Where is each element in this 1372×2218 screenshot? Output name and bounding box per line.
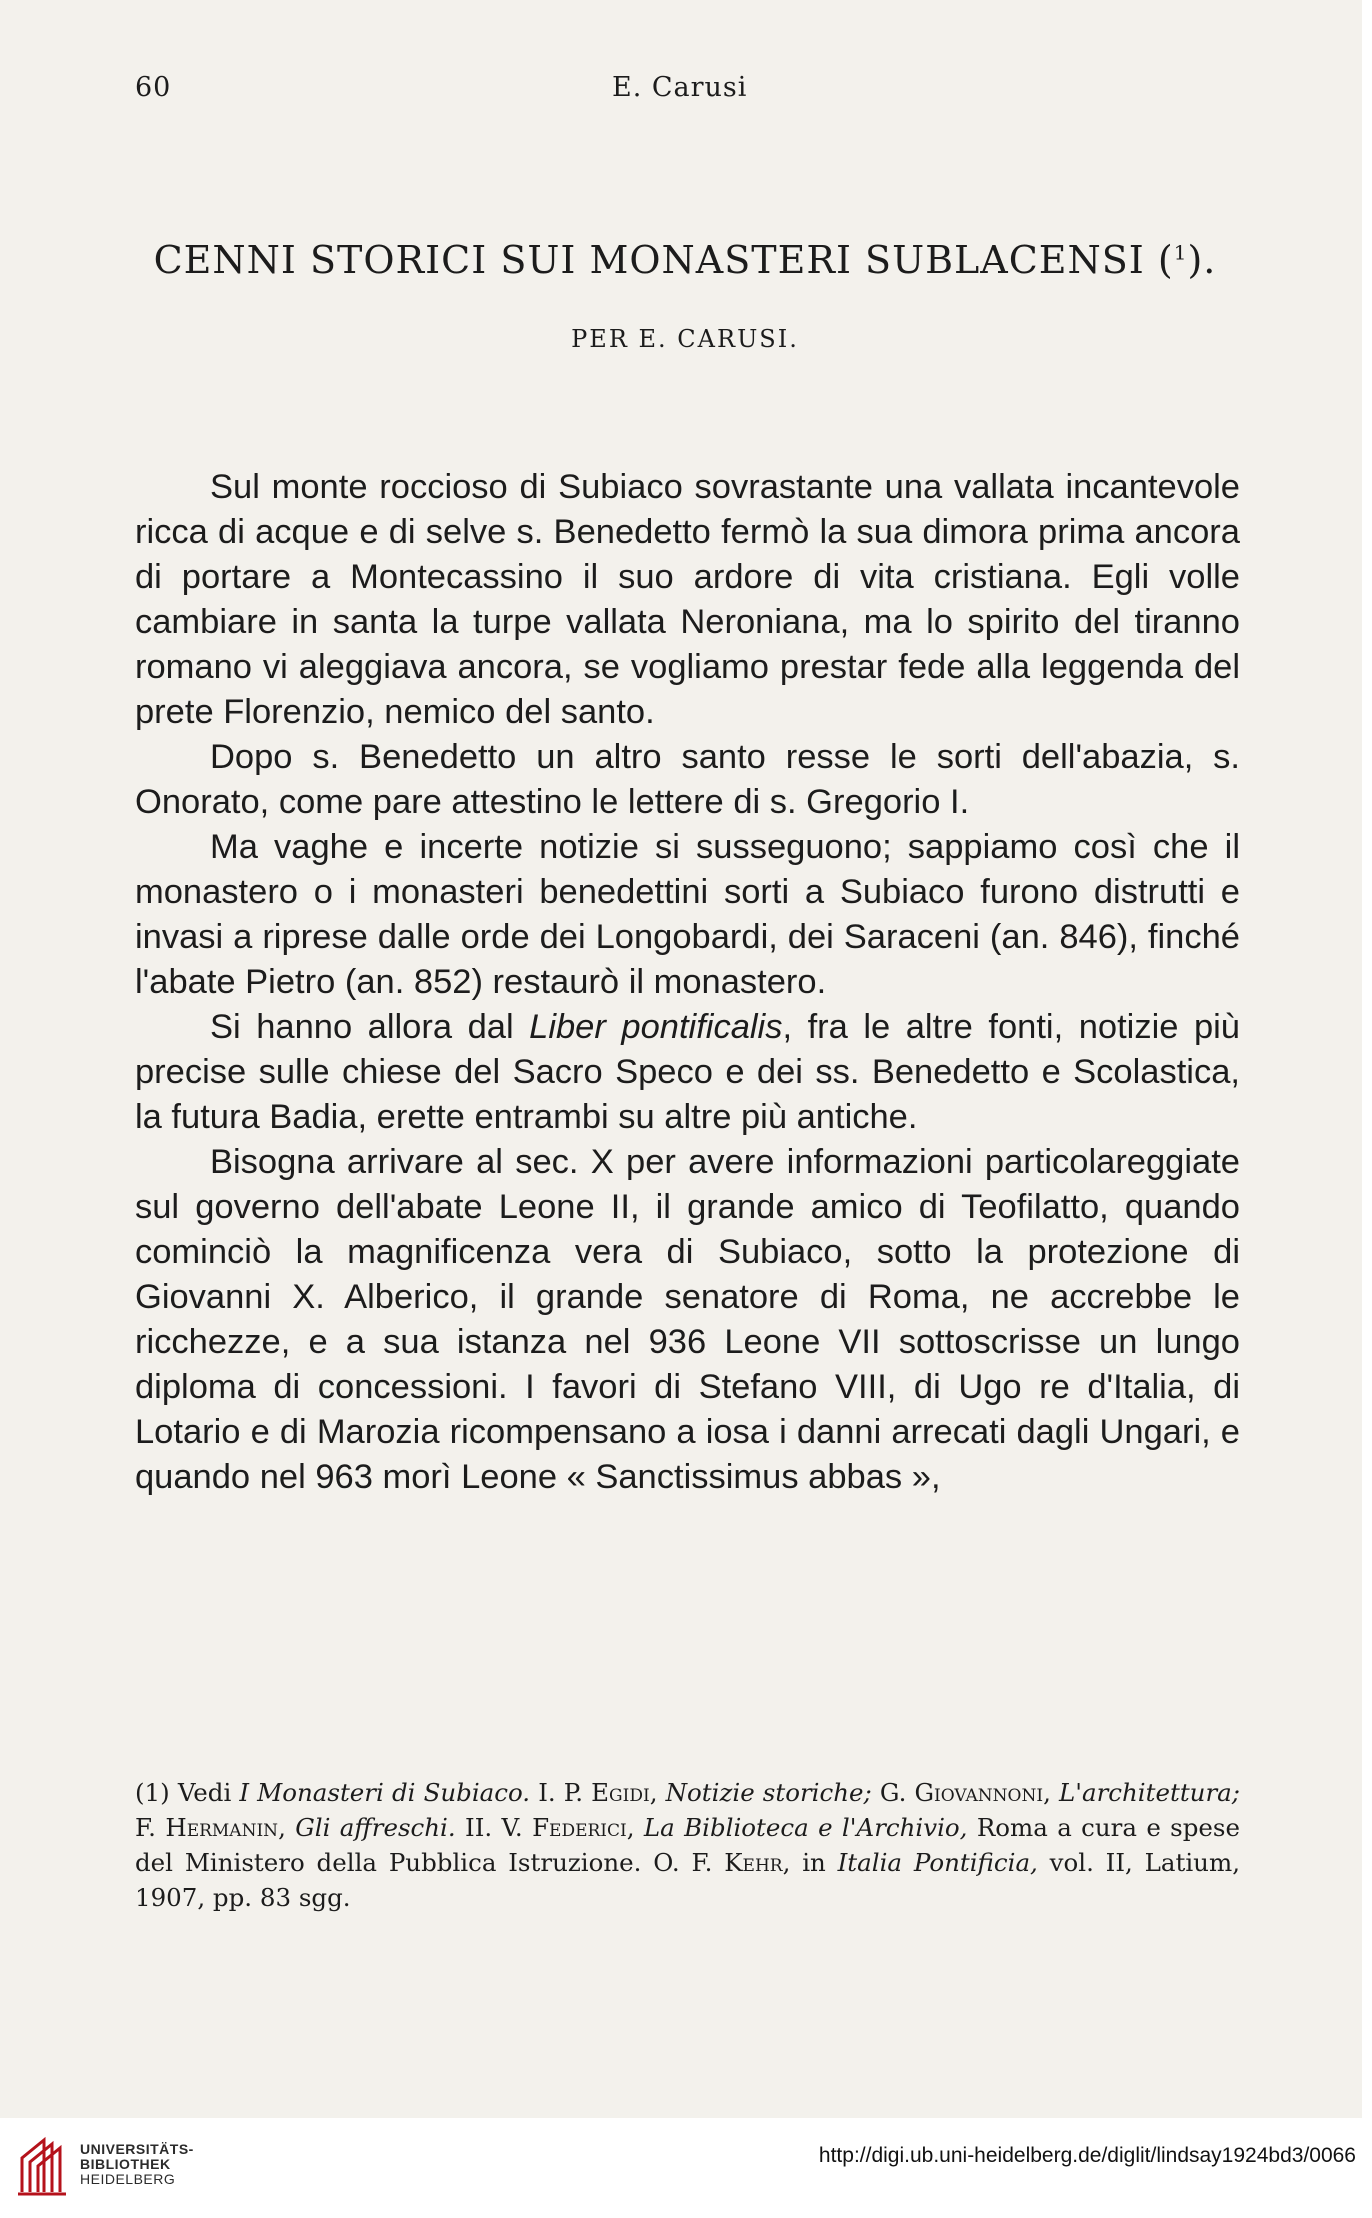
- fn-author: Giovannoni: [914, 1778, 1044, 1807]
- fn-text: II. V.: [455, 1813, 533, 1842]
- fn-italic: La Biblioteca e l'Archivio,: [643, 1813, 968, 1842]
- fn-text: Roma a cura e spese del Ministero della Pubblica Istruzione. O. F.: [135, 1813, 1240, 1877]
- fn-italic: I Monasteri di Subiaco.: [239, 1778, 531, 1807]
- fn-text: ,: [649, 1778, 666, 1807]
- byline: PER E. CARUSI.: [571, 325, 799, 353]
- fn-text: ,: [626, 1813, 644, 1842]
- paragraph-4-text-cont: , fra le altre fonti, notizie più precise sulle chiese del Sacro Speco e dei ss. Benedetto e Scolastica, la futura Badia, erette entrambi su altre più antiche.: [135, 1008, 1240, 1136]
- fn-text: I. P.: [530, 1778, 592, 1807]
- fn-text: ,: [1043, 1778, 1059, 1807]
- title-footnote-mark: 1: [1173, 240, 1188, 265]
- digitization-footer: [0, 2118, 1372, 2218]
- title-close: ).: [1187, 238, 1217, 282]
- fn-italic: Notizie storiche;: [665, 1778, 872, 1807]
- fn-text: Vedi: [169, 1778, 240, 1807]
- running-head-author: E. Carusi: [612, 72, 748, 103]
- fn-author: Federici: [532, 1813, 627, 1842]
- library-name: [80, 2142, 194, 2187]
- fn-italic: L'architettura;: [1058, 1778, 1241, 1807]
- paragraph-1: Sul monte roccioso di Subiaco sovrastante una vallata incantevole ricca di acque e di selve s. Benedetto fermò la sua dimora prima ancora di portare a Montecassino il suo ardore di vita cristiana. Egli volle cambiare in santa la turpe vallata Neroniana, ma lo spirito del tiranno romano vi aleggiava ancora, se vogliamo prestar fede alla leggenda del prete Florenzio, nemico del santo.: [135, 468, 1240, 731]
- paragraph-2: Dopo s. Benedetto un altro santo resse le sorti dell'abazia, s. Onorato, come pare attestino le lettere di s. Gregorio I.: [135, 738, 1240, 821]
- source-url-link[interactable]: http://digi.ub.uni-heidelberg.de/diglit/lindsay1924bd3/0066: [818, 2144, 1356, 2167]
- paragraph-4: [135, 1005, 1240, 1140]
- library-logo-icon: [14, 2130, 74, 2200]
- fn-text: F.: [135, 1813, 166, 1842]
- library-name-line: UNIVERSITÄTS-: [80, 2141, 194, 2157]
- footnote-text: [135, 1775, 1240, 1915]
- fn-text: vol. II, Latium, 1907, pp. 83 sgg.: [135, 1848, 1240, 1912]
- fn-text: G.: [871, 1778, 915, 1807]
- fn-author: Egidi: [591, 1778, 650, 1807]
- paragraph-3: Ma vaghe e incerte notizie si susseguono; sappiamo così che il monastero o i monasteri benedettini sorti a Subiaco furono distrutti e invasi a riprese dalle orde dei Longobardi, dei Saraceni (an. 846), finché l'abate Pietro (an. 852) restaurò il monastero.: [135, 828, 1240, 1001]
- paragraph-4-text: Si hanno allora dal: [210, 1008, 530, 1046]
- article-body: [135, 465, 1240, 1500]
- paragraph-5: Bisogna arrivare al sec. X per avere informazioni particolareggiate sul governo dell'abate Leone II, il grande amico di Teofilatto, quando cominciò la magnificenza vera di Subiaco, sotto la protezione di Giovanni X. Alberico, il grande senatore di Roma, ne accrebbe le ricchezze, e a sua istanza nel 936 Leone VII sottoscrisse un lungo diploma di concessioni. I favori di Stefano VIII, di Ugo re d'Italia, di Lotario e di Marozia ricompensano a iosa i danni arrecati dagli Ungari, e quando nel 963 morì Leone « Sanctissimus abbas »,: [135, 1143, 1240, 1496]
- page-number: 60: [135, 72, 172, 103]
- fn-author: Kehr: [724, 1848, 783, 1877]
- fn-text: , in: [782, 1848, 838, 1877]
- fn-author: Hermanin: [165, 1813, 279, 1842]
- title-text: CENNI STORICI SUI MONASTERI SUBLACENSI (: [153, 238, 1174, 282]
- library-name-line: HEIDELBERG: [80, 2171, 176, 2187]
- footnote-mark: (1): [135, 1778, 170, 1807]
- footnote: [135, 1775, 1240, 1915]
- running-head: [0, 70, 1362, 110]
- fn-italic: Italia Pontificia,: [837, 1848, 1038, 1877]
- fn-italic: Gli affreschi.: [295, 1813, 456, 1842]
- library-name-line: BIBLIOTHEK: [80, 2156, 171, 2172]
- fn-text: ,: [278, 1813, 296, 1842]
- article-title: [135, 238, 1235, 282]
- liber-pontificalis-title: Liber pontificalis: [529, 1008, 783, 1046]
